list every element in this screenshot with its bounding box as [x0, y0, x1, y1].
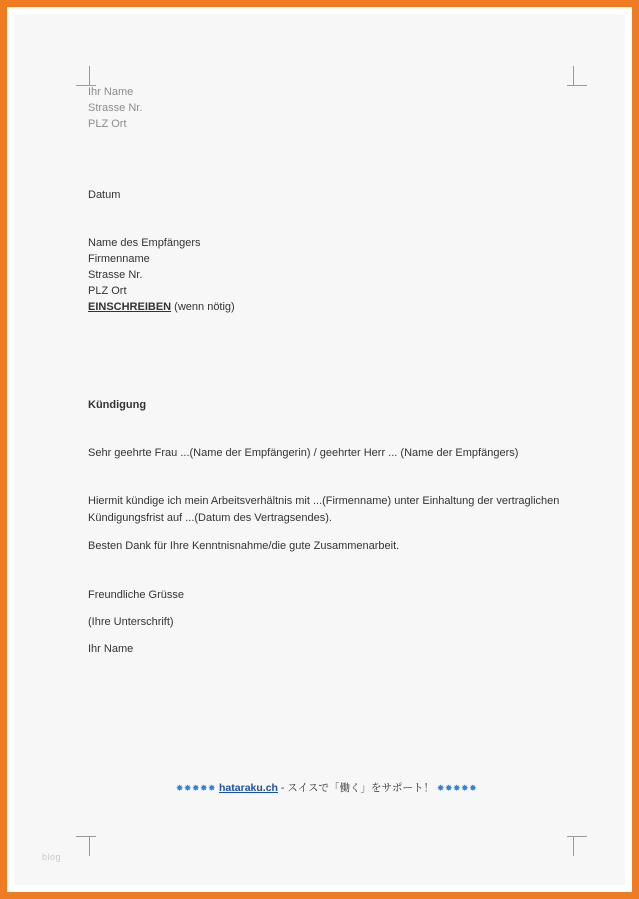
signature-placeholder-line: (Ihre Unterschrift)	[88, 616, 174, 628]
subject-line: Kündigung	[88, 399, 147, 411]
registered-label: EINSCHREIBEN	[88, 301, 172, 313]
document-sheet	[14, 14, 625, 885]
body-paragraph-1	[88, 493, 568, 527]
sender-line-street: Strasse Nr.	[88, 102, 143, 114]
recipient-line-company: Firmenname	[88, 253, 150, 265]
footer-tagline: - スイスで「働く」をサポート！	[277, 782, 437, 794]
recipient-line-city: PLZ Ort	[88, 285, 127, 297]
registered-note: (wenn nötig)	[171, 301, 235, 313]
footer-banner	[14, 780, 625, 795]
salutation-block	[88, 445, 568, 461]
sender-line-city: PLZ Ort	[88, 118, 127, 130]
letter-content	[88, 84, 568, 657]
crop-mark-top-left	[76, 66, 96, 86]
subject-block	[88, 397, 568, 413]
watermark-label: blog	[42, 852, 62, 862]
body-paragraph-2-text: Besten Dank für Ihre Kenntnisnahme/die gute Zusammenarbeit.	[88, 540, 400, 552]
recipient-line-name: Name des Empfängers	[88, 237, 201, 249]
crop-mark-top-right	[567, 66, 587, 86]
stars-right-decoration: ✸✸✸✸✸	[436, 783, 478, 793]
signature-name-line: Ihr Name	[88, 643, 134, 655]
recipient-line-registered	[88, 299, 568, 315]
body-paragraph-2	[88, 538, 568, 555]
sender-line-name: Ihr Name	[88, 86, 134, 98]
closing-line: Freundliche Grüsse	[88, 589, 184, 601]
stars-left-decoration: ✸✸✸✸✸	[175, 783, 217, 793]
recipient-address-block	[88, 235, 568, 315]
crop-mark-bottom-right	[567, 836, 587, 856]
date-block	[88, 187, 568, 203]
body-paragraph-1-text: Hiermit kündige ich mein Arbeitsverhältnis mit ...(Firmenname) unter Einhaltung der vertraglichen Kündigungsfrist auf ...(Datum des Vertragsendes).	[88, 495, 563, 524]
recipient-line-street: Strasse Nr.	[88, 269, 143, 281]
date-label: Datum	[88, 189, 121, 201]
closing-block	[88, 587, 568, 603]
crop-mark-bottom-left	[76, 836, 96, 856]
sender-address-block	[88, 84, 568, 132]
hataraku-link[interactable]: hataraku.ch	[219, 782, 278, 794]
signature-placeholder-block	[88, 614, 568, 630]
signature-name-block	[88, 641, 568, 657]
salutation-line: Sehr geehrte Frau ...(Name der Empfängerin) / geehrter Herr ... (Name der Empfängers)	[88, 447, 519, 459]
